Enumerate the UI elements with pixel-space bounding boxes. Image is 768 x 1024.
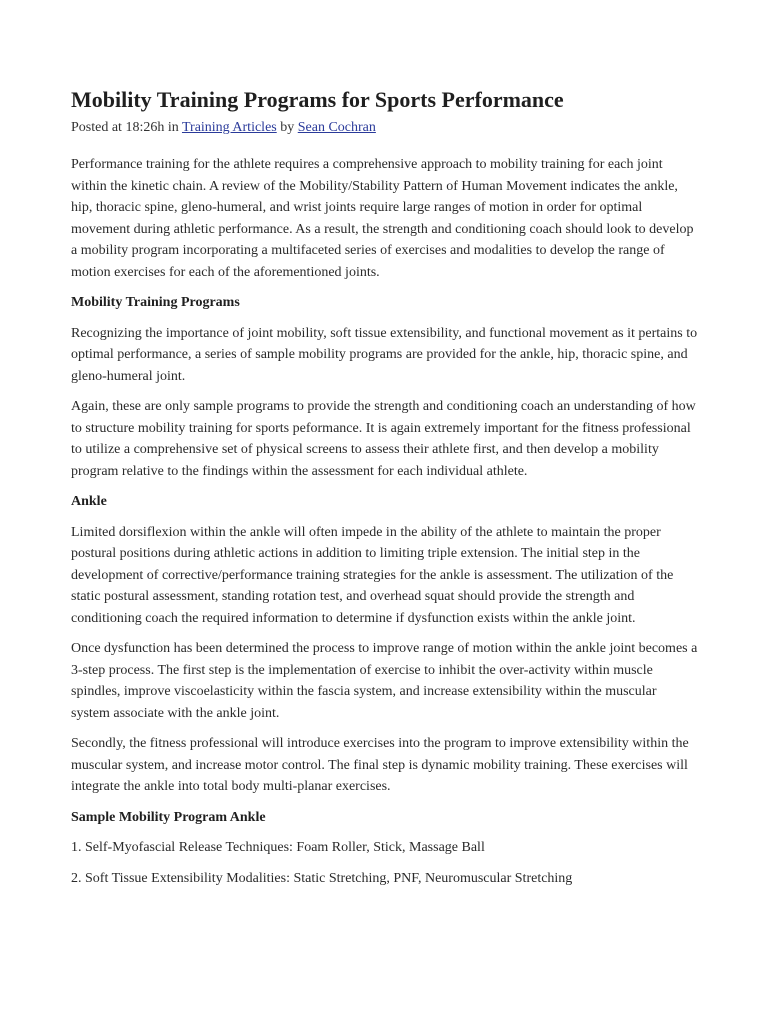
category-link[interactable]: Training Articles: [181, 120, 277, 135]
list-item: 1. Self-Myofascial Release Techniques: Foam Roller, Stick, Massage Ball: [71, 840, 485, 855]
paragraph: Once dysfunction has been determined the process to improve range of motion within the ankle joint becomes a 3-step process. The first step is the implementation of exercise to inhibit the over-activity within muscle spindles, improve viscoelasticity within the fascia system, and increase extensibility within the muscular system associate with the ankle joint.: [71, 641, 698, 721]
post-meta: [71, 118, 698, 138]
paragraph: Again, these are only sample programs to provide the strength and conditioning coach an understanding of how to structure mobility training for sports peformance. It is again extremely important for the fitness professional to utilize a comprehensive set of physical screens to assess their athlete first, and then develop a mobility program relative to the findings within the assessment for each individual athlete.: [71, 399, 696, 479]
article-title: Mobility Training Programs for Sports Performance: [71, 87, 564, 112]
list-item: 2. Soft Tissue Extensibility Modalities: Static Stretching, PNF, Neuromuscular Stretching: [71, 870, 573, 886]
section-heading-ankle: Ankle: [71, 494, 107, 509]
section-heading-sample-mobility-program-ankle: Sample Mobility Program Ankle: [71, 809, 266, 825]
posted-at-text: Posted at 18:26h in: [71, 120, 182, 135]
article-body: [71, 154, 698, 889]
paragraph: Secondly, the fitness professional will introduce exercises into the program to improve extensibility within the muscular system, and increase motor control. The final step is dynamic mobility training. These exercises will integrate the ankle into total body multi-planar exercises.: [71, 736, 689, 794]
section-heading-mobility-training-programs: Mobility Training Programs: [71, 295, 240, 310]
author-link[interactable]: Sean Cochran: [297, 120, 376, 135]
intro-paragraph: Performance training for the athlete requires a comprehensive approach to mobility training for each joint within the kinetic chain. A review of the Mobility/Stability Pattern of Human Movement indicates the ankle, hip, thoracic spine, gleno-humeral, and wrist joints require large ranges of motion in order for optimal movement during athletic performance. As a result, the strength and conditioning coach should look to develop a mobility program incorporating a multifaceted series of exercises and modalities to develop the range of motion exercises for each of the aforementioned joints.: [71, 157, 694, 280]
paragraph: Recognizing the importance of joint mobility, soft tissue extensibility, and functional movement as it pertains to optimal performance, a series of sample mobility programs are provided for the ankle, hip, thoracic spine, and gleno-humeral joint.: [71, 325, 698, 384]
by-text: by: [276, 120, 298, 135]
paragraph: Limited dorsiflexion within the ankle will often impede in the ability of the athlete to maintain the proper postural positions during athletic actions in addition to limiting triple extension. The initial step in the development of corrective/performance training strategies for the ankle is assessment. The utilization of the static postural assessment, standing rotation test, and overhead squat should provide the strength and conditioning coach the required information to determine if dysfunction exists within the ankle joint.: [71, 524, 674, 626]
